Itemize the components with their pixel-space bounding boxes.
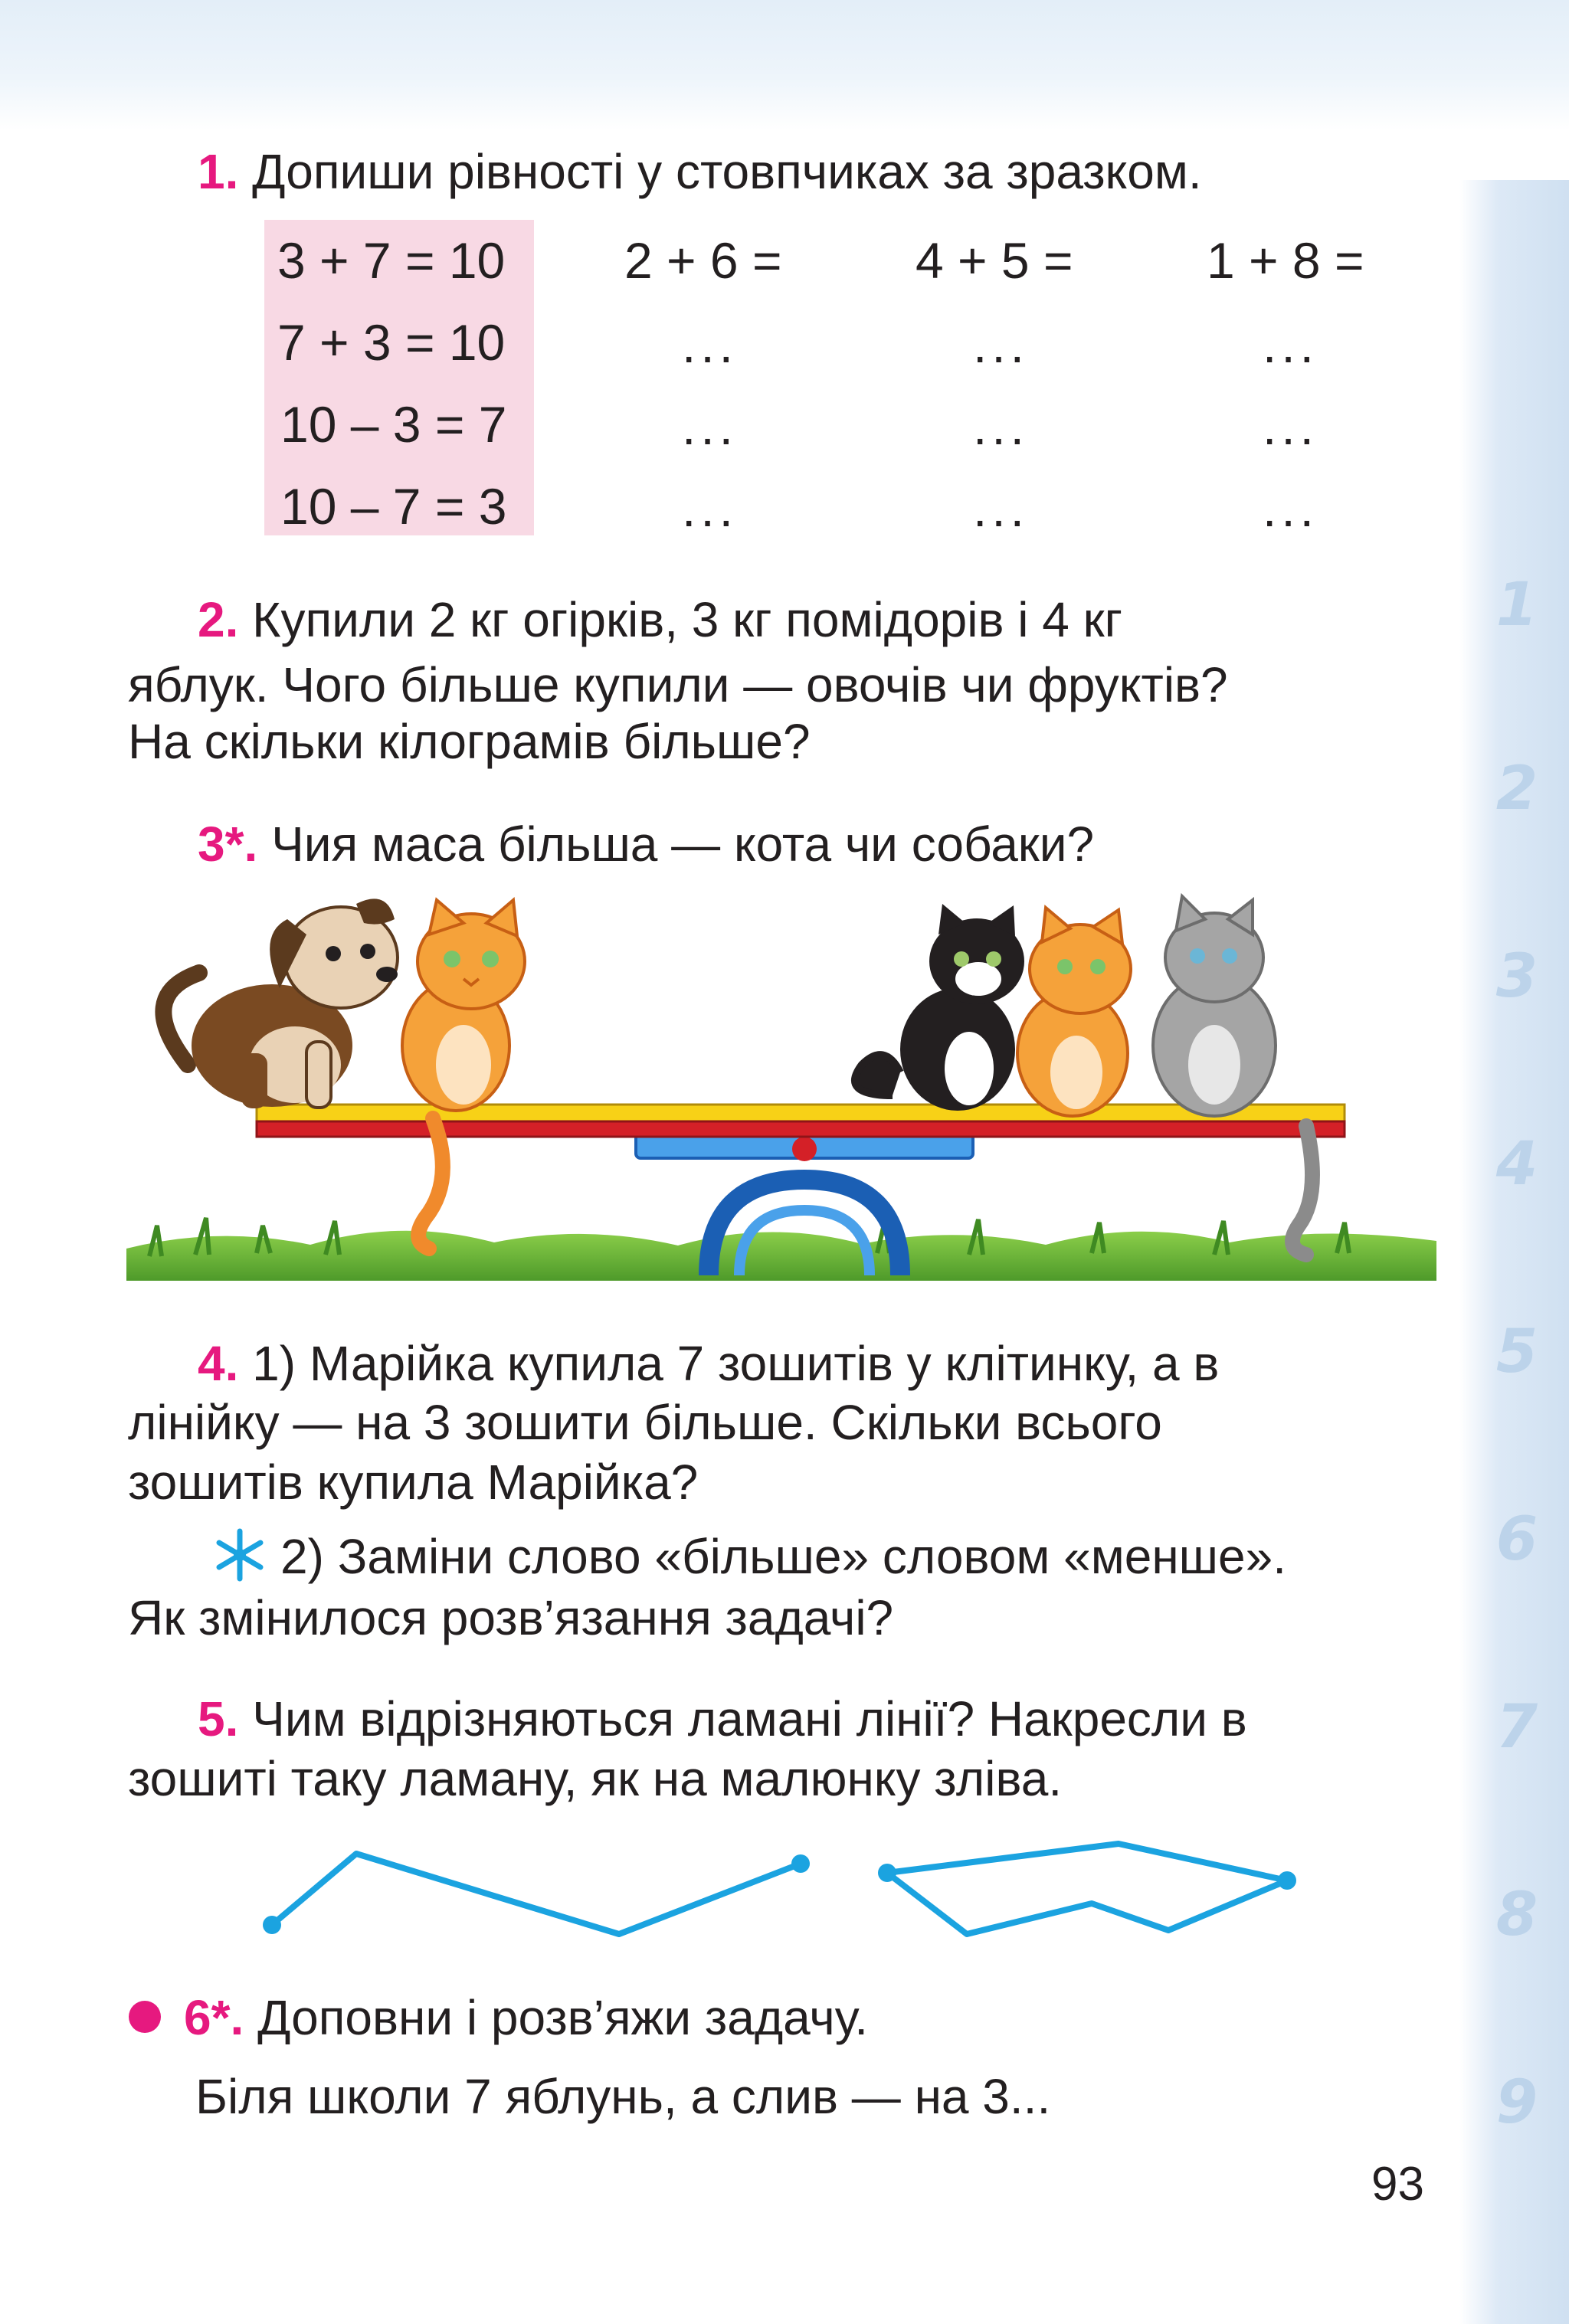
column-placeholder: ...: [1263, 398, 1319, 455]
task-1-text: Допиши рівності у стовпчиках за зразком.: [252, 144, 1202, 199]
column-head-equation: 2 + 6 =: [624, 232, 782, 289]
column-placeholder: ...: [682, 480, 739, 537]
task-3-number: 3*.: [198, 817, 258, 872]
task-4-line: [198, 1331, 1219, 1396]
task-6-heading: [184, 1985, 868, 2050]
column-placeholder: ...: [682, 316, 739, 373]
task-5-text: Чим відрізняються ламані лінії? Накресли в: [252, 1691, 1247, 1746]
page-top-band: [0, 0, 1569, 130]
column-placeholder: ...: [973, 398, 1030, 455]
open-polyline: [263, 1854, 810, 1934]
task-4-part2-line: 2) Заміни слово «більше» словом «менше».: [280, 1529, 1286, 1584]
side-tab-number: 8: [1495, 1880, 1538, 1949]
task-1-heading: [198, 139, 1202, 204]
side-tab-number: 1: [1495, 571, 1538, 640]
seesaw-plank: [257, 1105, 1345, 1137]
seesaw-illustration: [126, 889, 1436, 1281]
side-tab-number: 5: [1495, 1317, 1538, 1386]
task-4-line: зошитів купила Марійка?: [128, 1455, 699, 1510]
task-2-number: 2.: [198, 592, 239, 647]
task-3-heading: [198, 812, 1094, 876]
chapter-side-tab: [1459, 180, 1569, 2324]
task-4-text: 1) Марійка купила 7 зошитів у клітинку, а в: [252, 1336, 1220, 1391]
task-3-text: Чия маса більша — кота чи собаки?: [271, 817, 1095, 872]
task-5-line: зошиті таку ламану, як на малюнку зліва.: [128, 1751, 1063, 1806]
task-4-number: 4.: [198, 1336, 239, 1391]
polylines-figure: [253, 1835, 1310, 1949]
task-2-line: яблук. Чого більше купили — овочів чи фруктів?: [128, 657, 1228, 712]
task-4-line: лінійку — на 3 зошити більше. Скільки всього: [128, 1395, 1162, 1450]
task-6-bullet: [129, 2001, 161, 2033]
side-tab-number: 6: [1495, 1505, 1538, 1574]
sample-equation: 10 – 7 = 3: [280, 478, 507, 535]
dog: [163, 899, 398, 1108]
side-tab-number: 4: [1495, 1130, 1538, 1199]
task-6-number: 6*.: [184, 1990, 244, 2045]
task-4-part2-line: Як змінилося розв’язання задачі?: [128, 1590, 894, 1645]
column-head-equation: 1 + 8 =: [1207, 232, 1364, 289]
ginger-cat-right: [1017, 908, 1131, 1116]
page-number: 93: [1371, 2158, 1424, 2211]
column-placeholder: ...: [1263, 316, 1319, 373]
task-1-number: 1.: [198, 144, 239, 199]
task-5-number: 5.: [198, 1691, 239, 1746]
side-tab-number: 3: [1495, 942, 1538, 1011]
column-placeholder: ...: [973, 480, 1030, 537]
crossing-polyline: [878, 1844, 1296, 1934]
task-2-text: Купили 2 кг огірків, 3 кг помідорів і 4 кг: [252, 592, 1122, 647]
grass: [126, 1218, 1436, 1281]
column-placeholder: ...: [973, 316, 1030, 373]
sample-equation: 10 – 3 = 7: [280, 396, 507, 453]
sample-equation: 3 + 7 = 10: [277, 232, 506, 289]
grey-cat: [1153, 896, 1312, 1255]
sample-equation: 7 + 3 = 10: [277, 314, 506, 371]
side-tab-number: 9: [1495, 2068, 1538, 2137]
task-5-line: [198, 1687, 1247, 1751]
column-head-equation: 4 + 5 =: [916, 232, 1073, 289]
ginger-cat-left: [402, 900, 525, 1249]
column-placeholder: ...: [682, 398, 739, 455]
task-2-line: [198, 588, 1122, 652]
task-6-text: Доповни і розв’яжи задачу.: [257, 1990, 869, 2045]
task-2-line: На скільки кілограмів більше?: [128, 714, 811, 769]
column-placeholder: ...: [1263, 480, 1319, 537]
side-tab-number: 7: [1495, 1693, 1538, 1762]
snowflake-icon: [213, 1528, 267, 1582]
side-tab-number: 2: [1495, 754, 1538, 823]
black-cat: [855, 904, 1024, 1111]
task-6-line: Біля школи 7 яблунь, а слив — на 3...: [195, 2069, 1051, 2124]
